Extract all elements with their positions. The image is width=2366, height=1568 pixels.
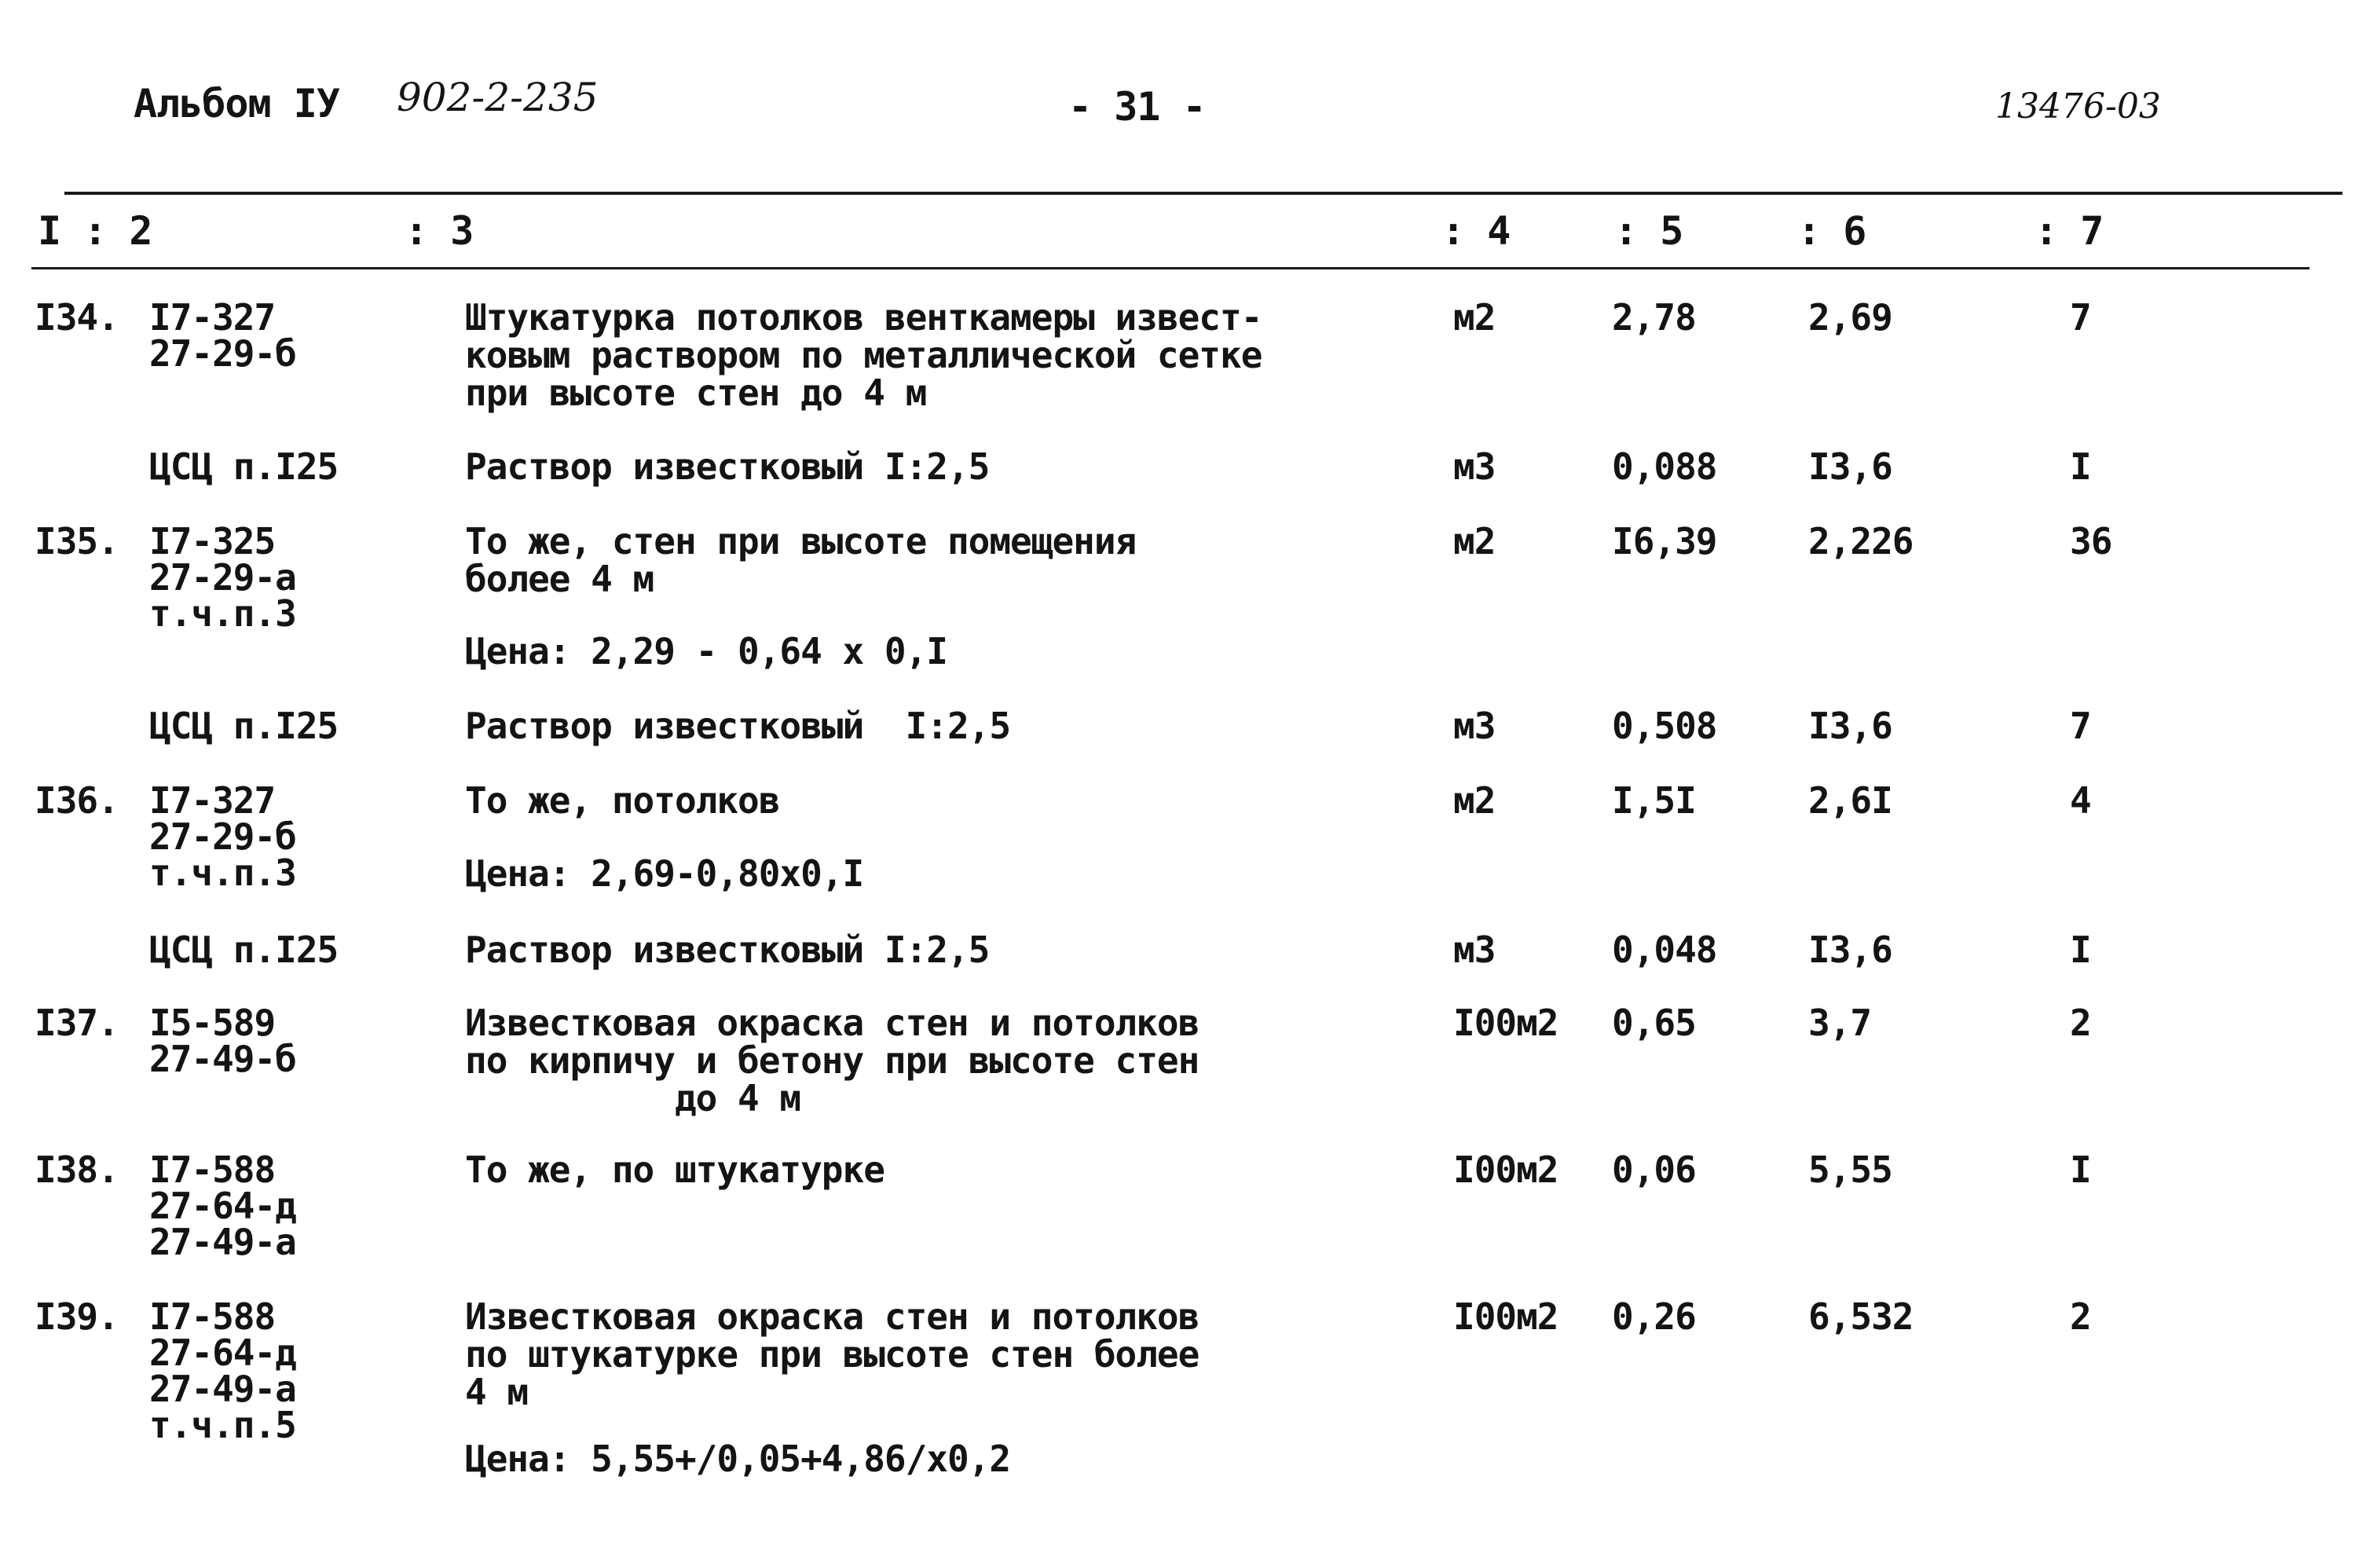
row-description: по штукатурке при высоте стен более bbox=[465, 1333, 1199, 1376]
row-unit: м3 bbox=[1453, 929, 1496, 971]
row-reference: I7-327 bbox=[149, 296, 276, 339]
table-header-rule bbox=[31, 267, 2309, 269]
row-unit: I00м2 bbox=[1453, 1002, 1558, 1044]
row-reference: 27-49-а bbox=[149, 1221, 296, 1263]
row-reference: т.ч.п.3 bbox=[149, 592, 296, 635]
row-quantity: I6,39 bbox=[1612, 520, 1717, 562]
row-number: I36. bbox=[35, 779, 119, 822]
row-description: до 4 м bbox=[465, 1077, 801, 1119]
row-description: при высоте стен до 4 м bbox=[465, 372, 927, 414]
row-total: I bbox=[2070, 1149, 2091, 1191]
row-unit: м2 bbox=[1453, 779, 1496, 822]
row-number: I34. bbox=[35, 296, 119, 339]
col-header-6: : 6 bbox=[1797, 208, 1866, 254]
row-description: Штукатурка потолков венткамеры извест- bbox=[465, 296, 1262, 339]
row-total: 2 bbox=[2070, 1295, 2091, 1338]
row-description: Цена: 2,29 - 0,64 х 0,I bbox=[465, 630, 947, 672]
row-unit: I00м2 bbox=[1453, 1149, 1558, 1191]
row-reference: 27-29-б bbox=[149, 332, 296, 375]
row-quantity: 0,06 bbox=[1612, 1149, 1696, 1191]
row-reference: 27-29-б bbox=[149, 815, 296, 858]
row-quantity: 0,048 bbox=[1612, 929, 1717, 971]
row-total: I bbox=[2070, 445, 2091, 488]
row-reference: I7-327 bbox=[149, 779, 276, 822]
row-description: по кирпичу и бетону при высоте стен bbox=[465, 1039, 1199, 1082]
row-reference: I7-588 bbox=[149, 1295, 276, 1338]
row-price: 2,69 bbox=[1808, 296, 1892, 339]
row-quantity: I,5I bbox=[1612, 779, 1696, 822]
row-total: I bbox=[2070, 929, 2091, 971]
row-quantity: 2,78 bbox=[1612, 296, 1696, 339]
row-number: I37. bbox=[35, 1002, 119, 1044]
row-price: I3,6 bbox=[1808, 929, 1892, 971]
row-quantity: 0,26 bbox=[1612, 1295, 1696, 1338]
row-reference: 27-64-д bbox=[149, 1332, 296, 1374]
row-description: Раствор известковый I:2,5 bbox=[465, 705, 1011, 747]
row-description: То же, стен при высоте помещения bbox=[465, 520, 1137, 562]
row-unit: I00м2 bbox=[1453, 1295, 1558, 1338]
row-reference: т.ч.п.3 bbox=[149, 852, 296, 894]
row-price: 5,55 bbox=[1808, 1149, 1892, 1191]
row-total: 4 bbox=[2070, 779, 2091, 822]
row-reference: ЦСЦ п.I25 bbox=[149, 929, 339, 971]
row-description: ковым раствором по металлической сетке bbox=[465, 334, 1262, 376]
document-number: 13476-03 bbox=[1995, 86, 2161, 126]
col-header-7: : 7 bbox=[2035, 208, 2104, 254]
row-price: I3,6 bbox=[1808, 445, 1892, 488]
row-reference: I5-589 bbox=[149, 1002, 276, 1044]
row-total: 36 bbox=[2070, 520, 2112, 562]
col-header-5: : 5 bbox=[1614, 208, 1683, 254]
row-reference: ЦСЦ п.I25 bbox=[149, 445, 339, 488]
row-number: I39. bbox=[35, 1295, 119, 1338]
row-price: I3,6 bbox=[1808, 705, 1892, 747]
row-number: I35. bbox=[35, 520, 119, 562]
row-description: Раствор известковый I:2,5 bbox=[465, 445, 990, 488]
row-reference: I7-588 bbox=[149, 1149, 276, 1191]
row-quantity: 0,508 bbox=[1612, 705, 1717, 747]
table-top-rule bbox=[64, 192, 2342, 195]
row-total: 2 bbox=[2070, 1002, 2091, 1044]
row-description: Цена: 2,69-0,80х0,I bbox=[465, 852, 864, 895]
project-code: 902-2-235 bbox=[397, 75, 599, 120]
row-reference: ЦСЦ п.I25 bbox=[149, 705, 339, 747]
row-description: Раствор известковый I:2,5 bbox=[465, 929, 990, 971]
row-quantity: 0,088 bbox=[1612, 445, 1717, 488]
row-description: Цена: 5,55+/0,05+4,86/х0,2 bbox=[465, 1438, 1011, 1480]
row-price: 2,226 bbox=[1808, 520, 1914, 562]
row-total: 7 bbox=[2070, 705, 2091, 747]
col-header-1-2: I : 2 bbox=[38, 208, 152, 254]
col-header-3: : 3 bbox=[405, 208, 474, 254]
row-unit: м3 bbox=[1453, 705, 1496, 747]
row-total: 7 bbox=[2070, 296, 2091, 339]
row-quantity: 0,65 bbox=[1612, 1002, 1696, 1044]
row-reference: I7-325 bbox=[149, 520, 276, 562]
row-unit: м3 bbox=[1453, 445, 1496, 488]
row-reference: 27-29-а bbox=[149, 556, 296, 599]
row-unit: м2 bbox=[1453, 520, 1496, 562]
row-description: То же, по штукатурке bbox=[465, 1149, 885, 1191]
row-reference: 27-64-д bbox=[149, 1185, 296, 1227]
row-reference: 27-49-б bbox=[149, 1038, 296, 1080]
row-reference: 27-49-а bbox=[149, 1368, 296, 1410]
row-price: 2,6I bbox=[1808, 779, 1892, 822]
row-description: Известковая окраска стен и потолков bbox=[465, 1002, 1199, 1044]
row-reference: т.ч.п.5 bbox=[149, 1404, 296, 1446]
row-unit: м2 bbox=[1453, 296, 1496, 339]
col-header-4: : 4 bbox=[1441, 208, 1511, 254]
row-description: более 4 м bbox=[465, 558, 654, 600]
row-description: 4 м bbox=[465, 1371, 529, 1413]
row-description: Известковая окраска стен и потолков bbox=[465, 1295, 1199, 1338]
album-label: Альбом IУ bbox=[134, 81, 339, 126]
row-price: 6,532 bbox=[1808, 1295, 1914, 1338]
row-description: То же, потолков bbox=[465, 779, 780, 822]
page-number: - 31 - bbox=[1068, 84, 1206, 130]
row-number: I38. bbox=[35, 1149, 119, 1191]
row-price: 3,7 bbox=[1808, 1002, 1872, 1044]
